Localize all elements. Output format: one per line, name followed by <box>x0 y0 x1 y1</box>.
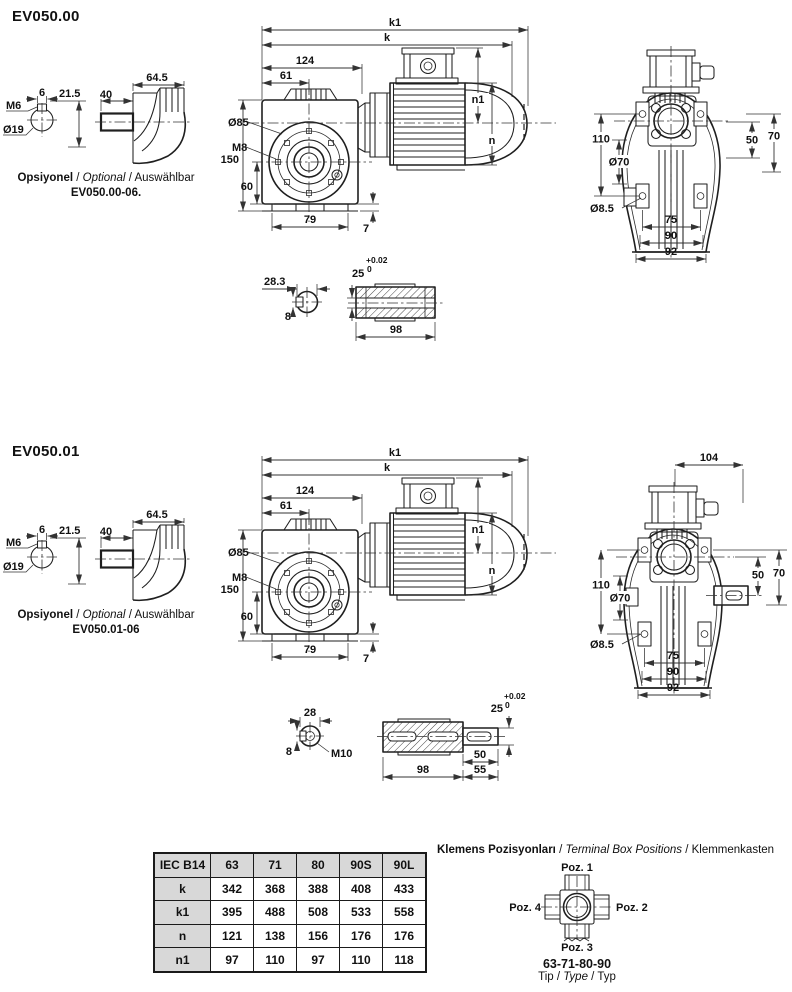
note-en: Optional <box>82 609 126 621</box>
dim-79-label: 79 <box>303 644 317 656</box>
hollow-shaft-detail-s0 <box>262 255 443 341</box>
terminal-title-de: Klemmenkasten <box>691 844 775 856</box>
dim-64-5-label: 64.5 <box>146 509 168 521</box>
type-de: Typ <box>597 971 616 983</box>
row-label: n1 <box>154 948 211 972</box>
dim-98-label: 98 <box>416 764 430 776</box>
note-tr: Opsiyonel <box>17 172 74 184</box>
note-en: Optional <box>82 172 126 184</box>
terminal-box <box>645 486 718 529</box>
motor-terminal-box <box>396 48 458 84</box>
dim-70-label: 70 <box>772 567 786 580</box>
dim-tol-up-label: +0.02 <box>366 255 388 265</box>
gearbox-rear-housing <box>614 46 730 258</box>
col-header: 63 <box>211 853 254 877</box>
type-en: Type <box>563 971 588 983</box>
shaft-end-section <box>3 524 86 584</box>
dim-50-label: 50 <box>745 134 759 147</box>
note-code: EV050.01-06 <box>72 624 140 636</box>
cover-detail <box>95 72 190 163</box>
col-header: 80 <box>297 853 340 877</box>
cell: 176 <box>340 924 383 948</box>
cell: 368 <box>254 877 297 901</box>
table-header-row <box>154 853 426 877</box>
dim-k-label: k <box>383 32 391 44</box>
col-header: 71 <box>254 853 297 877</box>
dim-m10-label: M10 <box>331 748 353 760</box>
dimension-table <box>153 852 427 973</box>
dim-92-label: 92 <box>666 682 680 694</box>
dim-tol-up-label: +0.02 <box>504 691 526 701</box>
type-tr: Tip <box>538 971 554 983</box>
cell: 138 <box>254 924 297 948</box>
optional-note-s0 <box>0 171 212 201</box>
dim-70-label: 70 <box>767 130 781 143</box>
note-code: EV050.00-06. <box>70 187 142 199</box>
output-shaft-detail-s1 <box>286 691 526 781</box>
note-de: Auswählbar <box>134 172 195 184</box>
note-sep: / <box>73 609 83 621</box>
cell: 395 <box>211 901 254 925</box>
motor-adapter <box>358 93 390 157</box>
dim-n1-label: n1 <box>471 94 485 106</box>
dim-key-8-label: 8 <box>285 746 292 758</box>
note-tr: Opsiyonel <box>17 609 74 621</box>
terminal-box <box>643 50 714 93</box>
cell: 110 <box>254 948 297 972</box>
motor-adapter <box>358 523 390 587</box>
table-row <box>154 924 426 948</box>
dim-shaft-dia-label: Ø19 <box>3 124 24 136</box>
dim-61-label: 61 <box>279 500 293 512</box>
cell: 488 <box>254 901 297 925</box>
terminal-title-sep: / <box>682 844 692 856</box>
type-sep: / <box>587 971 598 983</box>
dim-28-label: 28 <box>303 707 317 719</box>
dim-shaft-dia-label: Ø19 <box>3 561 24 573</box>
dim-150-label: 150 <box>220 154 239 166</box>
type-sep: / <box>553 971 564 983</box>
terminal-position-1: Poz. 1 <box>561 862 593 874</box>
dim-124-label: 124 <box>295 485 315 497</box>
dim-124-label: 124 <box>295 55 315 67</box>
dim-55-label: 55 <box>473 764 487 776</box>
dim-n1-label: n1 <box>471 524 485 536</box>
dim-90-label: 90 <box>666 666 680 678</box>
col-header: 90S <box>340 853 383 877</box>
dim-60-label: 60 <box>240 181 253 193</box>
terminal-box-title <box>437 844 774 856</box>
dim-thread-label: M6 <box>6 100 22 112</box>
dim-hole-dia-label: Ø8.5 <box>590 639 614 651</box>
table-row <box>154 901 426 925</box>
section-title-ev050-00: EV050.00 <box>12 8 80 25</box>
gearbox-housing <box>252 514 372 652</box>
cell: 508 <box>297 901 340 925</box>
terminal-size-range: 63-71-80-90 <box>542 957 612 971</box>
row-label: k <box>154 877 211 901</box>
terminal-box-diagram <box>509 862 648 954</box>
optional-detail-drawings <box>3 509 190 600</box>
dim-flange-dia-label: Ø85 <box>228 547 249 559</box>
table-row <box>154 877 426 901</box>
dim-50-label: 50 <box>473 749 487 761</box>
dim-k-label: k <box>383 462 391 474</box>
terminal-position-4: Poz. 4 <box>509 902 541 914</box>
note-de: Auswählbar <box>134 609 195 621</box>
dim-tol-low-label: 0 <box>367 264 372 274</box>
cell: 97 <box>211 948 254 972</box>
cell: 121 <box>211 924 254 948</box>
dim-key-8-label: 8 <box>284 311 291 323</box>
dim-110-label: 110 <box>592 579 610 592</box>
cell: 342 <box>211 877 254 901</box>
note-sep: / <box>125 172 135 184</box>
dim-bolt-label: M8 <box>232 142 248 154</box>
terminal-position-2: Poz. 2 <box>616 902 648 914</box>
terminal-title-en: Terminal Box Positions <box>565 844 683 856</box>
optional-note-s1 <box>0 608 212 638</box>
dim-28-3-label: 28.3 <box>264 276 286 288</box>
dim-104-label: 104 <box>699 452 719 464</box>
terminal-type-caption <box>487 971 667 983</box>
row-label: k1 <box>154 901 211 925</box>
side-view-drawing <box>221 17 556 235</box>
dim-bore-25-label: 25 <box>490 703 503 715</box>
table-row <box>154 948 426 972</box>
dim-150-label: 150 <box>220 584 239 596</box>
dim-64-5-label: 64.5 <box>146 72 168 84</box>
dim-tol-low-label: 0 <box>505 700 510 710</box>
dim-n-label: n <box>488 565 496 577</box>
motor-terminal-box <box>396 478 458 514</box>
dim-7-label: 7 <box>362 653 370 665</box>
section-title-ev050-01: EV050.01 <box>12 443 80 460</box>
row-label: n <box>154 924 211 948</box>
side-view-drawing <box>221 447 556 665</box>
cell: 408 <box>340 877 383 901</box>
dim-bore-25-label: 25 <box>352 268 365 280</box>
dim-75-label: 75 <box>664 214 678 226</box>
dim-7-label: 7 <box>362 223 370 235</box>
dim-50-label: 50 <box>751 569 765 582</box>
cell: 388 <box>297 877 340 901</box>
note-sep: / <box>73 172 83 184</box>
dim-40-label: 40 <box>99 526 113 538</box>
cell: 176 <box>383 924 427 948</box>
note-sep: / <box>125 609 135 621</box>
dim-thread-label: M6 <box>6 537 22 549</box>
cell: 118 <box>383 948 427 972</box>
gearbox-housing <box>252 84 372 222</box>
cell: 533 <box>340 901 383 925</box>
dim-90-label: 90 <box>664 230 678 242</box>
dim-75-label: 75 <box>666 650 680 662</box>
dim-key-width: 6 <box>38 87 46 99</box>
cell: 110 <box>340 948 383 972</box>
optional-detail-drawings <box>3 72 190 163</box>
cell: 156 <box>297 924 340 948</box>
rear-view-drawing-s0 <box>588 46 785 263</box>
dim-key-width: 6 <box>38 524 46 536</box>
dim-k1-label: k1 <box>388 17 402 29</box>
output-shaft <box>706 586 762 605</box>
col-header: 90L <box>383 853 427 877</box>
dim-k1-label: k1 <box>388 447 402 459</box>
dim-bolt-label: M8 <box>232 572 248 584</box>
col-header: IEC B14 <box>154 853 211 877</box>
dim-98-label: 98 <box>389 324 403 336</box>
cell: 97 <box>297 948 340 972</box>
dim-79-label: 79 <box>303 214 317 226</box>
dim-flange-dia-label: Ø85 <box>228 117 249 129</box>
dim-boss-dia-label: Ø70 <box>609 592 631 605</box>
dim-110-label: 110 <box>592 133 610 146</box>
dim-61-label: 61 <box>279 70 293 82</box>
terminal-title-sep: / <box>555 844 566 856</box>
rear-view-drawing-s1 <box>588 452 790 699</box>
dim-boss-dia-label: Ø70 <box>608 156 630 169</box>
terminal-position-3: Poz. 3 <box>561 942 593 954</box>
dim-92-label: 92 <box>664 246 678 258</box>
dim-21-5-label: 21.5 <box>59 525 81 537</box>
cell: 433 <box>383 877 427 901</box>
dim-21-5-label: 21.5 <box>59 88 81 100</box>
shaft-end-section <box>3 87 86 147</box>
dim-40-label: 40 <box>99 89 113 101</box>
dim-60-label: 60 <box>240 611 253 623</box>
dim-n-label: n <box>488 135 496 147</box>
terminal-title-tr: Klemens Pozisyonları <box>437 844 556 856</box>
dim-hole-dia-label: Ø8.5 <box>590 203 614 215</box>
cell: 558 <box>383 901 427 925</box>
cover-detail <box>95 509 190 600</box>
